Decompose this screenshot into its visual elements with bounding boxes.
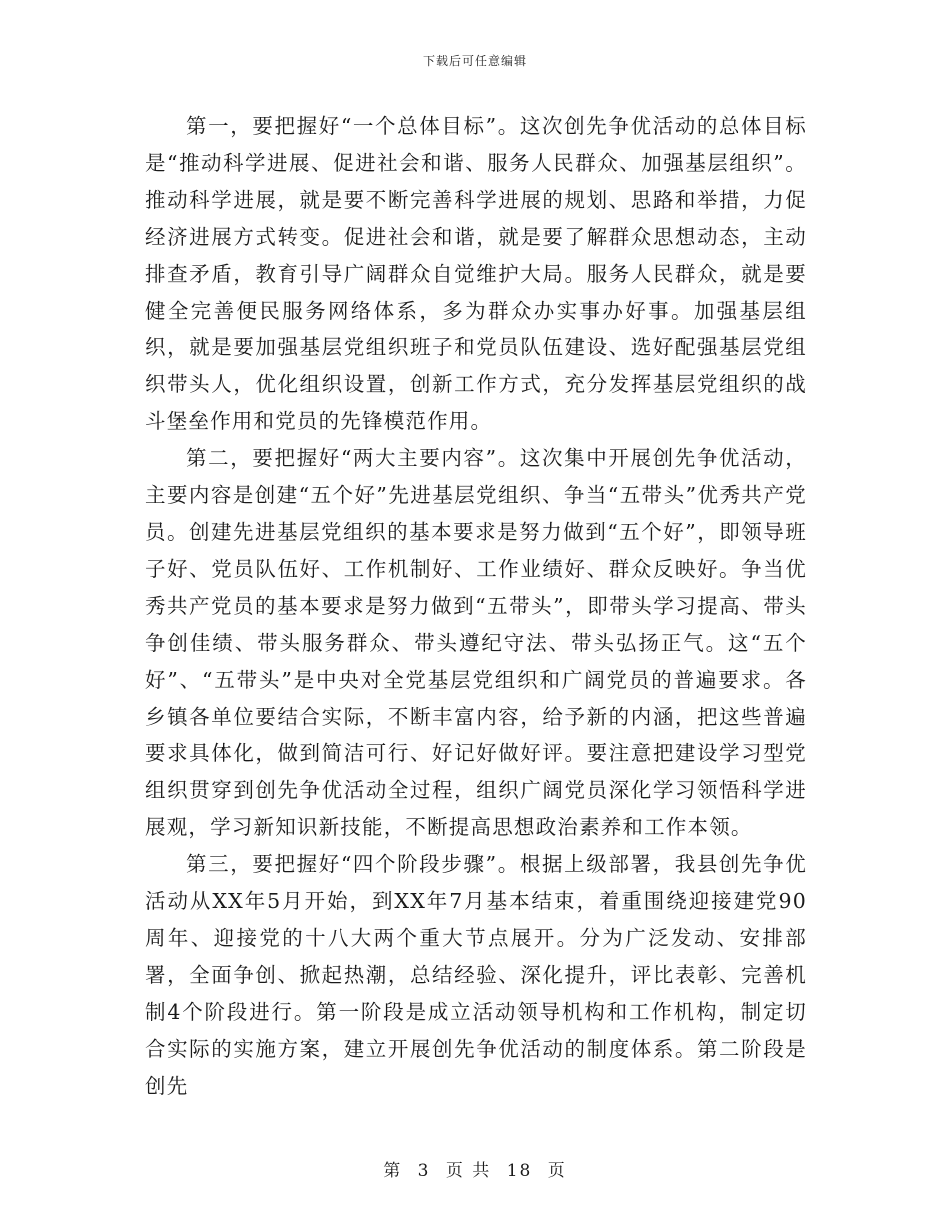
header-note: 下载后可任意编辑 — [422, 54, 527, 68]
page-footer — [0, 1156, 950, 1181]
page-prefix: 第 — [383, 1161, 403, 1181]
document-body — [145, 108, 807, 1104]
page-middle: 页 共 — [445, 1161, 492, 1181]
page-suffix: 页 — [547, 1161, 567, 1181]
page-current: 3 — [417, 1161, 431, 1181]
paragraph-2: 第二，要把握好“两大主要内容”。这次集中开展创先争优活动，主要内容是创建“五个好”先进基层党组织、争当“五带头”优秀共产党员。创建先进基层党组织的基本要求是努力做到“五个好”，即领导班子好、党员队伍好、工作机制好、工作业绩好、群众反映好。争当优秀共产党员的基本要求是努力做到“五带头”，即带头学习提高、带头争创佳绩、带头服务群众、带头遵纪守法、带头弘扬正气。这“五个好”、“五带头”是中央对全党基层党组织和广阔党员的普遍要求。各乡镇各单位要结合实际，不断丰富内容，给予新的内涵，把这些普遍要求具体化，做到简洁可行、好记好做好评。要注意把建设学习型党组织贯穿到创先争优活动全过程，组织广阔党员深化学习领悟科学进展观，学习新知识新技能，不断提高思想政治素养和工作本领。 — [145, 446, 807, 840]
page-total: 18 — [506, 1161, 533, 1181]
paragraph-1: 第一，要把握好“一个总体目标”。这次创先争优活动的总体目标是“推动科学进展、促进社会和谐、服务人民群众、加强基层组织”。推动科学进展，就是要不断完善科学进展的规划、思路和举措，力促经济进展方式转变。促进社会和谐，就是要了解群众思想动态，主动排查矛盾，教育引导广阔群众自觉维护大局。服务人民群众，就是要健全完善便民服务网络体系，多为群众办实事办好事。加强基层组织，就是要加强基层党组织班子和党员队伍建设、选好配强基层党组织带头人，优化组织设置，创新工作方式，充分发挥基层党组织的战斗堡垒作用和党员的先锋模范作用。 — [145, 114, 807, 434]
paragraph-3: 第三，要把握好“四个阶段步骤”。根据上级部署，我县创先争优活动从XX年5月开始，到XX年7月基本结束，着重围绕迎接建党90周年、迎接党的十八大两个重大节点展开。分为广泛发动、安排部署，全面争创、掀起热潮，总结经验、深化提升，评比表彰、完善机制4个阶段进行。第一阶段是成立活动领导机构和工作机构，制定切合实际的实施方案，建立开展创先争优活动的制度体系。第二阶段是创先 — [145, 852, 807, 1098]
